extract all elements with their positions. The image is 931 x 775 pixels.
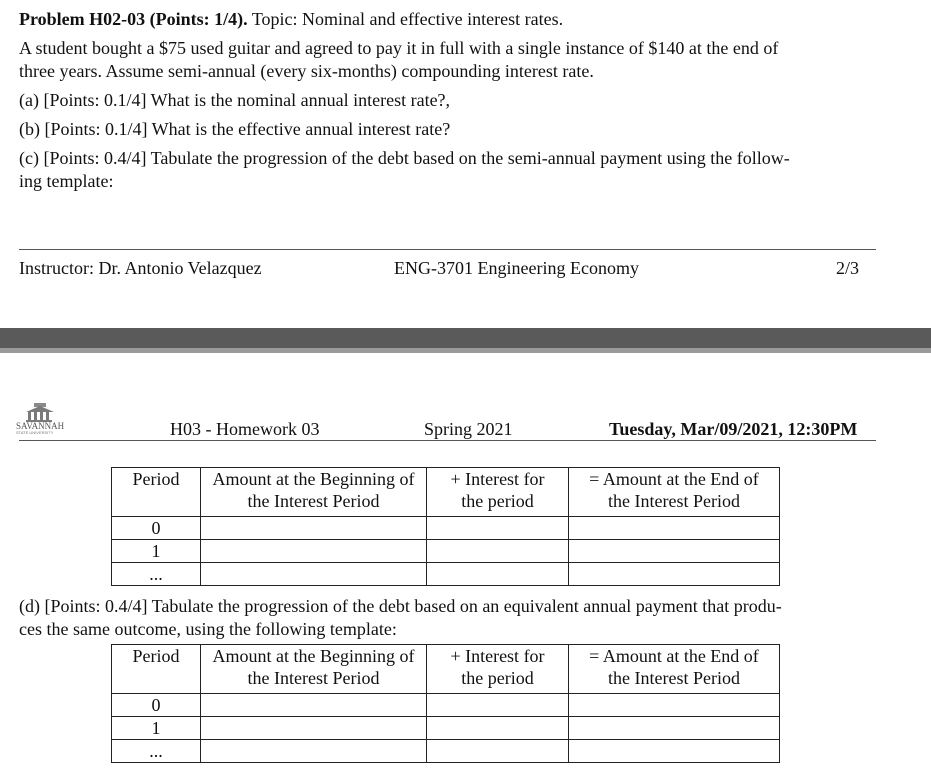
table-row (112, 517, 780, 540)
table-cell (427, 540, 569, 563)
table-row (112, 717, 780, 740)
table-cell (569, 740, 780, 763)
table-cell (201, 517, 427, 540)
table-cell (201, 740, 427, 763)
part-c-line1: (c) [Points: 0.4/4] Tabulate the progression of the debt based on the semi-annual payment using the follow- (19, 148, 790, 168)
footer-course: ENG-3701 Engineering Economy (394, 258, 639, 278)
table-c-header-row (112, 468, 780, 517)
table-c-header-end: = Amount at the End of the Interest Period (569, 468, 780, 517)
table-cell-period: 1 (112, 717, 201, 740)
logo-subtext: STATE UNIVERSITY (16, 430, 54, 435)
table-cell (427, 517, 569, 540)
table-cell (569, 540, 780, 563)
table-d-header-end: = Amount at the End of the Interest Period (569, 645, 780, 694)
table-cell (201, 563, 427, 586)
problem-statement-line2: three years. Assume semi-annual (every six-months) compounding interest rate. (19, 61, 594, 81)
table-cell (427, 740, 569, 763)
table-d-header-row (112, 645, 780, 694)
table-row (112, 740, 780, 763)
table-cell (569, 717, 780, 740)
table-cell (201, 540, 427, 563)
footer-rule (19, 249, 876, 250)
table-c-header-period: Period (112, 468, 201, 517)
logo-text: SAVANNAH (16, 421, 65, 431)
table-c (111, 467, 780, 586)
table-cell-period: ... (112, 740, 201, 763)
term: Spring 2021 (424, 419, 513, 439)
table-c-header-begin: Amount at the Beginning of the Interest Period (201, 468, 427, 517)
part-d-line1: (d) [Points: 0.4/4] Tabulate the progression of the debt based on an equivalent annual payment that produ- (19, 596, 782, 616)
page-gap-shadow (0, 348, 931, 353)
table-cell-period: ... (112, 563, 201, 586)
table-d (111, 644, 780, 763)
problem-title-bold: Problem H02-03 (Points: 1/4). (19, 9, 248, 29)
table-row (112, 563, 780, 586)
table-cell-period: 1 (112, 540, 201, 563)
due-date: Tuesday, Mar/09/2021, 12:30PM (609, 419, 858, 439)
part-d-line2: ces the same outcome, using the following template: (19, 619, 397, 639)
table-cell (201, 694, 427, 717)
table-cell-period: 0 (112, 517, 201, 540)
table-cell (569, 563, 780, 586)
page-gap (0, 328, 931, 348)
table-cell (427, 563, 569, 586)
part-a: (a) [Points: 0.1/4] What is the nominal annual interest rate?, (19, 90, 451, 110)
homework-title: H03 - Homework 03 (170, 419, 320, 439)
problem-statement-line1: A student bought a $75 used guitar and agreed to pay it in full with a single instance of $140 at the end of (19, 38, 779, 58)
footer-instructor: Instructor: Dr. Antonio Velazquez (19, 258, 262, 278)
table-cell (569, 694, 780, 717)
table-cell (427, 694, 569, 717)
problem-title (19, 8, 563, 31)
table-row (112, 694, 780, 717)
table-d-header-begin: Amount at the Beginning of the Interest Period (201, 645, 427, 694)
footer-page-number: 2/3 (836, 258, 860, 278)
university-logo (16, 401, 72, 435)
table-d-header-interest: + Interest for the period (427, 645, 569, 694)
part-c-line2: ing template: (19, 171, 114, 191)
table-cell (201, 717, 427, 740)
table-d-header-period: Period (112, 645, 201, 694)
table-c-header-interest: + Interest for the period (427, 468, 569, 517)
table-cell-period: 0 (112, 694, 201, 717)
table-row (112, 540, 780, 563)
problem-title-topic: Topic: Nominal and effective interest rates. (247, 9, 564, 29)
part-b: (b) [Points: 0.1/4] What is the effective annual interest rate? (19, 119, 451, 139)
header-rule (19, 440, 876, 441)
table-cell (427, 717, 569, 740)
table-cell (569, 517, 780, 540)
